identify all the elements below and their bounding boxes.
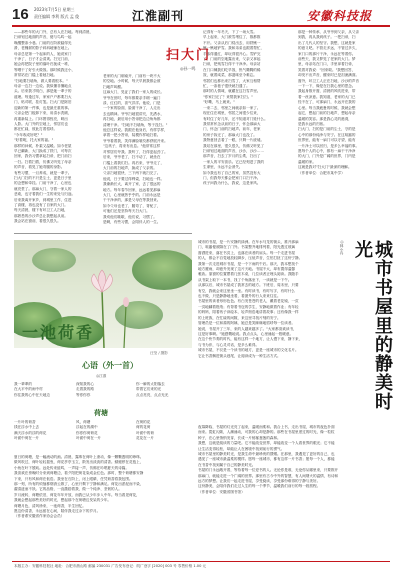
masthead-logo: 安徽科技报: [307, 9, 373, 23]
sweeping-author: ◎孙一鸣: [180, 66, 196, 71]
bookhouse-author: ◎林小丹: [340, 240, 344, 255]
footer-rule: [12, 561, 390, 562]
bookhouse-title: [352, 240, 393, 420]
bookhouse-text-bottom: 夜幕降临，书屋的灯光亮了起来，温暖而柔和。我合上书，走出书屋，城市的夜色扑面 而来。霓虹闪烁，人潮涌动，可我的心却是静的。那些在书屋里度过的时光，像一粒粒 种子，在心里悄悄发芽，长成一片郁郁葱葱的森林。 我想，这就是阅读的力量吧。它不能改变世界，却能改变一个人看世界的眼光；它不能 让生活变得轻松，却能让人在困境中找到前行的勇气。 城市书屋里的静美时光，是我生命中最珍贵的馈赠。在那里，我遇见了更好的自己，也 遇见了一座城市最温柔的模样。愿每一座城市，都有这样一片书香；愿每一个人，都能 在书香中找到属于自己的静美时光。 书屋的门永远敞开着，等待着每一位爱书的人。无论你是谁，无论你从哪里来，只要推开 那扇门，就能走进一个广阔的世界。那里有古今中外的智慧，有人间烟火的温情，有诗和 远方的梦想。让我们一起走进书屋，享受阅读，享受那份难得的宁静与美好。 这份静美，会陪伴我们走过人生的每一个季节，温暖我们前行的每一段旅程。 （作者单位：安徽省图书馆）: [198, 425, 339, 494]
poem1-col-c: 你一瞬的太阳落去 带着它们来的光 点点亮亮，点点光光: [136, 382, 169, 397]
page-header: [12, 6, 390, 24]
poem1-title: 心语（外一首）: [82, 360, 138, 370]
lotus-caption-big: 一池荷香: [22, 323, 95, 342]
bookhouse-title-text: 城市书屋里的静美时光: [352, 240, 393, 411]
right-edge-text: 那是一种传承，从爷爷到父亲，从父亲 到我，再从我到孩子。一把扫帚，扫 出了几代人的坚守。我想，这就是家 的意义吧。不管走多远，不管过多久， 家门口的那片干净，永远在等着你。 前些天，我又梦见了老家的大门。梦 里，母亲站在门口，手里拿着扫帚， 笑着对我说："回来啦。"我想回答， 却发不出声音，醒来时已是泪流满面。 窗外，环卫工人正在扫地，沙沙的声音 一下一下，像是在扫我心里的思念。 我起身推开窗，清晨的风吹进来，带 着一丝凉意。我知道，老家的大门已 经不在了，可那扇门，永远开在我的 心里。每当我疲惫的时候，我就会想 起它，想起门前的扫地声，想起母亲 温暖的笑容。那是我心灵的港湾， 是我永远的归宿。 扫大门，扫的是门前的尘土，守的是 心中的那份纯净与安宁。在这喧嚣的 世界里，能有一扇门可以守望，能有 一片净土可以回归，是多么幸福的事。 愿每个人的心中，都有一扇干干净净 的大门，门外是广阔的世界，门内是 温暖的家。 这就是我对"扫大门"最深的理解。 （作者单位：合肥市某中学）: [298, 30, 360, 175]
sweeping-text-right: 记得有一年冬天，下了一场大雪。 早上起来，大门被雪堵住了，推都推 不开。父亲从后门绕出去，用铁锹一 锹一锹地铲雪。我和弟弟也跟着帮忙， 手冻得通红，却玩得很开心。雪铲完 了，门前的空地露出来，父亲又拿起 扫帚，把残雪扫得干干净净。母亲站 在门口喊我们吃早饭，热气腾腾的稀 饭，就着咸菜，那滋味至今难忘。 邻居们也都出来扫雪了，大家互相帮 忙，一条巷子很快就扫通了。 那时的人情味，就藏在这扫雪声里。 "你家扫完了？来帮我家扫扫。" "好嘞，马上就来。" 一来二去，邻里之间就亲如一家了。 现在住在城里，邻居之间很少往来， 有时住了好几年，还不知道对门姓什么。 我常常怀念从前的日子，怀念那扇大 门，怀念门前的扫地声。前年，老家 的房子拆迁了，那扇大门也没了。 我特意回去看了一眼，只剩一片废墟。 我站在那里，很久很久，仿佛又听见了 扫帚划过地面的声音，沙沙，沙沙…… 那声音，扫去了岁月的尘埃，扫出了 一家人的平安喜乐。它已经刻进了我的 生命里，永远不会消失。 如今我也有了自己的家，虽然没有大 门，但我每天都会把家门口扫干净。 孩子问我为什么，我说，这是家风。: [203, 30, 268, 186]
poem2-col-a: 一片叶的荷香 钱在浮水中上去 满天浮水的浮的荷花 叶面中荷在一片: [14, 420, 47, 441]
lotus-caption-small: 汪莹 / 摄影: [150, 351, 168, 355]
poem1-col-b: 深知我的心 走着我的路 等你你你: [76, 382, 94, 397]
poem2-title: 荷塘: [94, 408, 108, 417]
sweeping-text-left: 老家的大门朝南开，门前有一块不大 的空地。小时候，每天早晨我都会被 扫地声叫醒。 这扇大门，见证了我们一家人的成长。 爷爷在世时，每年都要亲手刷一遍门 漆，红红的，喜气洋洋。他说，门是 一个家的脸面，脸面干净了，人走出 去也精神。爷爷扫地很讲究，先洒水， 再扫地，最后用小笤帚把边边角角都 清理干净。"扫地不扫墙角，等于没扫。" 他总这样说。我跟在他身后，有样学样， 拿着一把小笤帚，装模作样地扫着。 爷爷看着我，笑得满脸皱纹都舒展开来。 "这孩子，将来有出息。"他常常这样 对邻居们夸我。我听了，扫得更起劲了。 后来，爷爷老了，扫不动了，就坐在 门槛上看我们扫。再后来，爷爷走了， 大门前的扫地声，换成了父亲的。 父亲扫地很快，三下两下就扫完了。 他说，日子要过得利索，扫地也一样。 我渐渐长大，离开了家，去了很远的 地方。每年春节回家，远远看见那扇 大门，心里就热乎乎的。门前永远是 干干净净的，那是父母在等我回来。 如今父母也老了，腰弯了，背驼了， 可他们还是坚持每天扫大门。 我劝他们歇歇，他们说，习惯了。 是啊，有些习惯，会陪伴人的一生。: [103, 74, 168, 224]
sweeping-title: 扫大门: [166, 48, 212, 63]
poem2-extra-text: 夏日的荷塘，是一幅流动的画。清晨，露珠在荷叶上滚动，像一颗颗透明的珍珠。 微风吹过，荷叶轻轻摇曳，荷花亭亭玉立，散发出淡淡的清香。蜻蜓停在花苞上， 小鱼在叶下嬉戏。远处传来蛙鸣，一声接一声，仿佛在吟唱夏天的诗篇。 我喜欢在傍晚时分来到荷塘边，看夕阳把荷花染成金红色。那时，整个荷塘都安静 下来，只有风和荷在低语。我坐在石阶上，闭上眼睛，任凭荷香将我包围。 那一刻，所有的烦恼都烟消云散了，心里只剩下宁静和满足。荷花出淤泥而不染， 濯清涟而不妖。它的品格，一直激励着我，做一个纯净、坚韧的人。 岁月流转，荷塘依旧，荷花年年开放，而我已从少年步入中年。每当看见荷花， 我就会想起那些美好的时光，想起那个在荷塘边发呆的少年。 荷塘月色，清风徐来，一池荷香，半生回忆。 愿这份清香，永远留在心间，陪伴我走过余下的岁月。 （作者系安徽省作家协会会员）: [14, 455, 144, 519]
section-divider: [14, 233, 192, 234]
section-title: 江淮副刊: [132, 9, 185, 23]
footer-text: 本版主办：安徽科技报社 地址：合肥市潜山路 邮编 230031 广告发布登记：皖广登字 [2020] 003 号 零售价格 1.00 元: [14, 564, 207, 568]
editor-line: 责任编辑 李利 版式 孟 俊: [34, 14, 80, 19]
poem2-col-c: 在荷的花 荷的花荷 叶面中的荷 花花在一片: [136, 420, 154, 441]
lotus-photo: [14, 240, 192, 348]
date-line: 2023年7月5日 星期三: [34, 7, 75, 12]
poem2-col-b: 风，荷塘 浮起在的湖中 你你你荷荷花 叶面中荷在一片: [76, 420, 102, 441]
header-rule: [12, 25, 390, 27]
poem1-author: ◎江淮: [96, 374, 107, 378]
left-article-text: ——那些年的大门外，总有人在扫地。每到清晨， 扫帚划过地面的声音，便与鸟鸣一起 唤醒整条小巷。门前的石阶被踏得光 滑，老槐树的影子斜斜地铺在地上。 母亲总是第一个起床的人，她说家门 干净了，日子才会清爽。扫完门前， 她会再把院子里的落叶归拢成一堆， 等晒干了好引火做饭。那时候我还小， 常常站在门槛上看她扫地。 "扫地要扫墙角，做人要看根本。" 母亲一边扫一边说。我似懂非懂地点 头。后来我才明白，那是她一辈子的 道理。每逢过年，家家户户都要扫大 门，贴对联，挂灯笼。扫大门是除旧 迎新的第一件事，也是最庄重的事。 父亲会把门板卸下来，用清水洗刷， 再重新装上。门环擦得锃亮，映出 人影。大门外的空地上，邻居们也 都在忙碌，彼此打着招呼。 "今年收成好吧？" "好着呢，托大家的福。" 那样的问候，朴素又温暖。如今老屋 早已翻新，大门换成了铁门，可每次 回家，我仍习惯拿起扫帚，把门前扫 一扫。扫着扫着，仿佛又听见了母亲 的声音，看见了她弯腰的身影。 有些习惯，一旦养成，就是一辈子。 扫大门扫的不只是尘土，更是日子里 的念想和牵挂。门前干净了，心里也 就亮堂了。那扇大门，守着一家人的 悲欢，也守着我们一生的来处与归途。 后来我离开家乡，到城里工作，住进 了高楼，再也没有了自家的大门。 每天清晨，楼下有环卫工人扫地， 那熟悉的沙沙声总让我想起从前。 我会站在窗前，看很久很久。: [14, 30, 94, 224]
poem1-col-a: 我一辈辈的 在大平中的雨中村 你住我的心中在天地边: [14, 382, 50, 397]
bookhouse-text-top: 城市的书屋，是一片安静的绿洲。在车水马龙的街头，推开那扇 门，喧嚣便被隔在了门外。书架整齐地排列着，阳光透过玻璃 窗洒进来，落在书页上，也落在读者的肩头。每一个走进书屋 的人，都会不自觉地放轻脚步，压低声音，生怕打扰了这份宁静。 我第一次走进城市书屋，是一个下雨的午后。那天，我本想找个 地方避雨，却意外发现了这片天地。书屋不大，却布置得温馨 雅致。靠窗的位置摆着几张木桌，几位读者正埋头阅读。我随手 从书架上取下一本书，找了个角落坐下，一读就是一下午。 从那以后，城市书屋成了我常去的地方。下班后，周末里，只要 有空，我就会来这里坐一坐。有时读书，有时写字，有时什么 也不做，只是静静地坐着，看窗外的行人来来往往。 书屋里的读者形形色色。有白发苍苍的老人，戴着老花镜，一页 一页地翻着报纸；有背着书包的学生，安静地做着作业；有年轻 的妈妈，陪着孩子读绘本，轻声细语地讲着故事；还有像我一样 的上班族，在忙碌的间隙，来这里寻找片刻的安宁。 管理员是一位和蔼的阿姨，她总是笑眯眯地招呼每一位读者。 她说，书屋开了三年，来的人越来越多了。"大家都喜欢读书， 这是好事啊。"她感慨地说。我点点头，心里涌起一股暖意。 在这个快节奏的时代，能有这样一个地方，让人慢下来，静下来， 与书为伴，与心灵对话，是多么难得。 城市书屋，不仅是一个读书的地方，更是一座城市的文化名片。 它让书香飘进街头巷尾，让阅读成为一种生活方式。: [198, 240, 303, 358]
page-number: 16: [12, 6, 29, 23]
